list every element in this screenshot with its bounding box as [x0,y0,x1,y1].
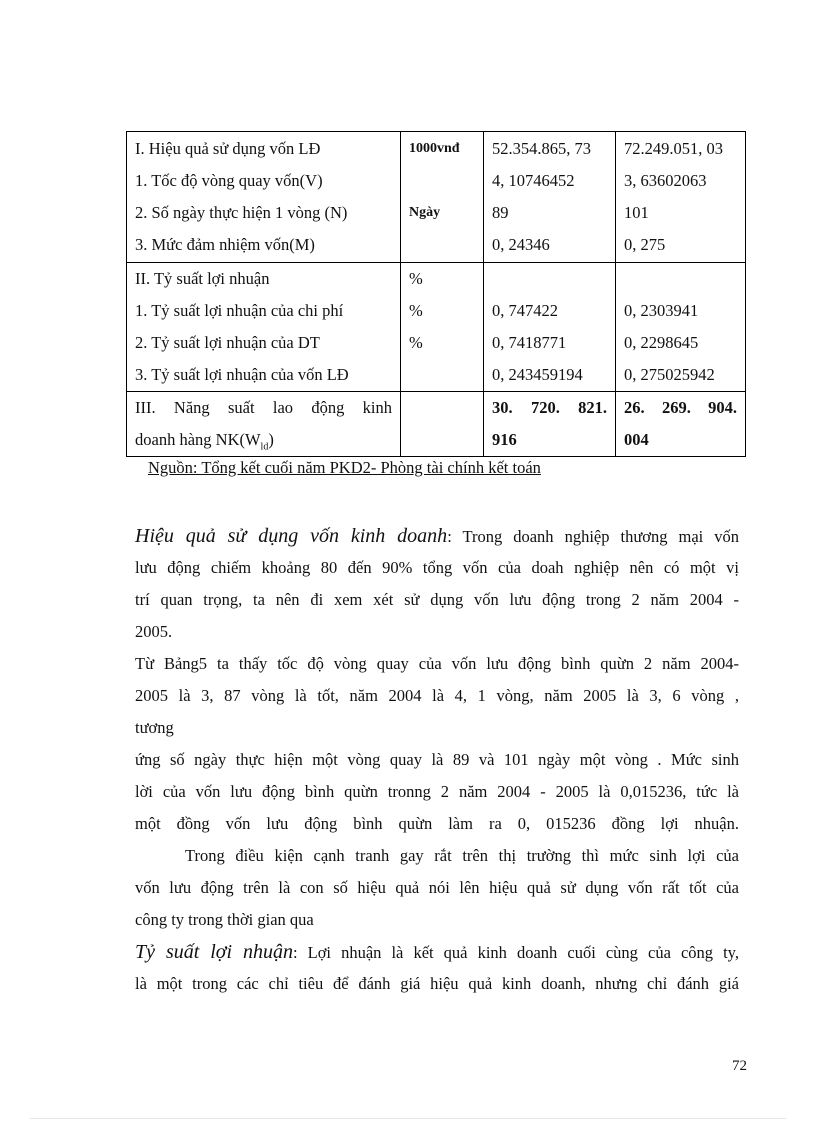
table-cell [616,263,746,392]
table-cell [616,392,746,457]
paragraph-line: một đồng vốn lưu động bình quừn làm ra 0, 015236 đồng lợi nhuận. [135,814,739,833]
paragraph-line: lời của vốn lưu động bình quừn tronng 2 năm 2004 - 2005 là 0,015236, tức là [135,782,739,801]
value-2004: 0, 243459194 [492,365,583,384]
unit-label [409,165,475,197]
paragraph-line: là một trong các chỉ tiêu để đánh giá hiệu quả kinh doanh, nhưng chỉ đánh giá [135,974,739,993]
value-2004: 0, 747422 [492,301,558,320]
table-cell [401,132,484,263]
unit-label: % [409,269,423,288]
table-row [127,263,746,392]
row-label: 1. Tốc độ vòng quay vốn(V) [135,171,323,190]
value-2005: 004 [624,430,649,449]
unit-label [409,359,475,391]
value-2004: 4, 10746452 [492,171,575,190]
paragraph-line [135,936,739,968]
row-label: 3. Mức đảm nhiệm vốn(M) [135,235,315,254]
unit-label [409,229,475,261]
value-2005 [624,263,737,295]
value-2004: 916 [492,430,517,449]
table-cell [401,392,484,457]
table-cell [127,263,401,392]
value-2005: 0, 275025942 [624,365,715,384]
value-2005: 72.249.051, 03 [624,139,723,158]
paragraph-line [135,520,739,552]
section-heading: Hiệu quả sử dụng vốn kinh doanh [135,525,448,547]
paragraph-text: : Lợi nhuận là kết quả kinh doanh cuối cùng của công ty, [292,943,739,962]
paragraph-line: trí quan trọng, ta nên đi xem xét sử dụng vốn lưu động trong 2 năm 2004 - [135,590,739,609]
value-2005: 3, 63602063 [624,171,707,190]
table-cell [484,392,616,457]
section-heading: Tỷ suất lợi nhuận [135,941,293,963]
value-2005: 26. 269. 904. [624,398,737,417]
table-cell [484,263,616,392]
row-label: 1. Tỷ suất lợi nhuận của chi phí [135,301,344,320]
row-label-main: doanh hàng NK(W [135,430,261,449]
row-label-end: ) [268,430,274,449]
table-source-note: Nguồn: Tổng kết cuối năm PKD2- Phòng tài chính kết toán [148,458,541,477]
table-cell [616,132,746,263]
page-bottom-divider [30,1118,786,1119]
row-label-subscript: ld [260,441,269,453]
table-cell [127,392,401,457]
unit-label: Ngày [409,205,441,220]
row-label [135,424,392,456]
paragraph-line: 2005. [135,622,173,641]
value-2004: 89 [492,203,509,222]
paragraph-line: 2005 là 3, 87 vòng là tốt, năm 2004 là 4, 1 vòng, năm 2005 là 3, 6 vòng , [135,686,739,705]
paragraph-text: : Trong doanh nghiệp thương mại vốn [447,527,739,546]
section-efficiency [135,520,739,1000]
value-2004: 0, 7418771 [492,333,567,352]
efficiency-table [126,131,746,457]
page-number: 72 [732,1058,747,1074]
table-cell [401,263,484,392]
table-row [127,392,746,457]
paragraph-line: ứng số ngày thực hiện một vòng quay là 89 và 101 ngày một vòng . Mức sinh [135,750,739,769]
paragraph-line: tương [135,718,174,737]
value-2004: 52.354.865, 73 [492,139,591,158]
paragraph-line: Trong điều kiện cạnh tranh gay rắt trên thị trường thì mức sinh lợi của [185,846,739,865]
row-label: II. Tỷ suất lợi nhuận [135,269,270,288]
row-label: 2. Số ngày thực hiện 1 vòng (N) [135,203,348,222]
row-label: 2. Tỷ suất lợi nhuận của DT [135,333,320,352]
paragraph-line: vốn lưu động trên là con số hiệu quả nói lên hiệu quả sử dụng vốn rất tốt của [135,878,739,897]
paragraph-line: lưu động chiếm khoảng 80 đến 90% tổng vốn của doah nghiệp nên có một vị [135,558,739,577]
unit-label: % [409,301,423,320]
value-2004 [492,263,607,295]
table-row [127,132,746,263]
value-2005: 0, 2298645 [624,333,699,352]
value-2005: 0, 2303941 [624,301,699,320]
row-label: I. Hiệu quả sử dụng vốn LĐ [135,139,321,158]
unit-label: % [409,333,423,352]
value-2004: 30. 720. 821. [492,398,607,417]
paragraph-line: Từ Bảng5 ta thấy tốc độ vòng quay của vốn lưu động bình quừn 2 năm 2004- [135,654,739,673]
row-label: 3. Tỷ suất lợi nhuận của vốn LĐ [135,365,349,384]
unit-label: 1000vnđ [409,141,460,156]
value-2005: 101 [624,203,649,222]
row-label: III. Năng suất lao động kinh [135,398,392,417]
table-cell [127,132,401,263]
paragraph-line: công ty trong thời gian qua [135,910,314,929]
value-2005: 0, 275 [624,235,666,254]
table-cell [484,132,616,263]
value-2004: 0, 24346 [492,235,550,254]
